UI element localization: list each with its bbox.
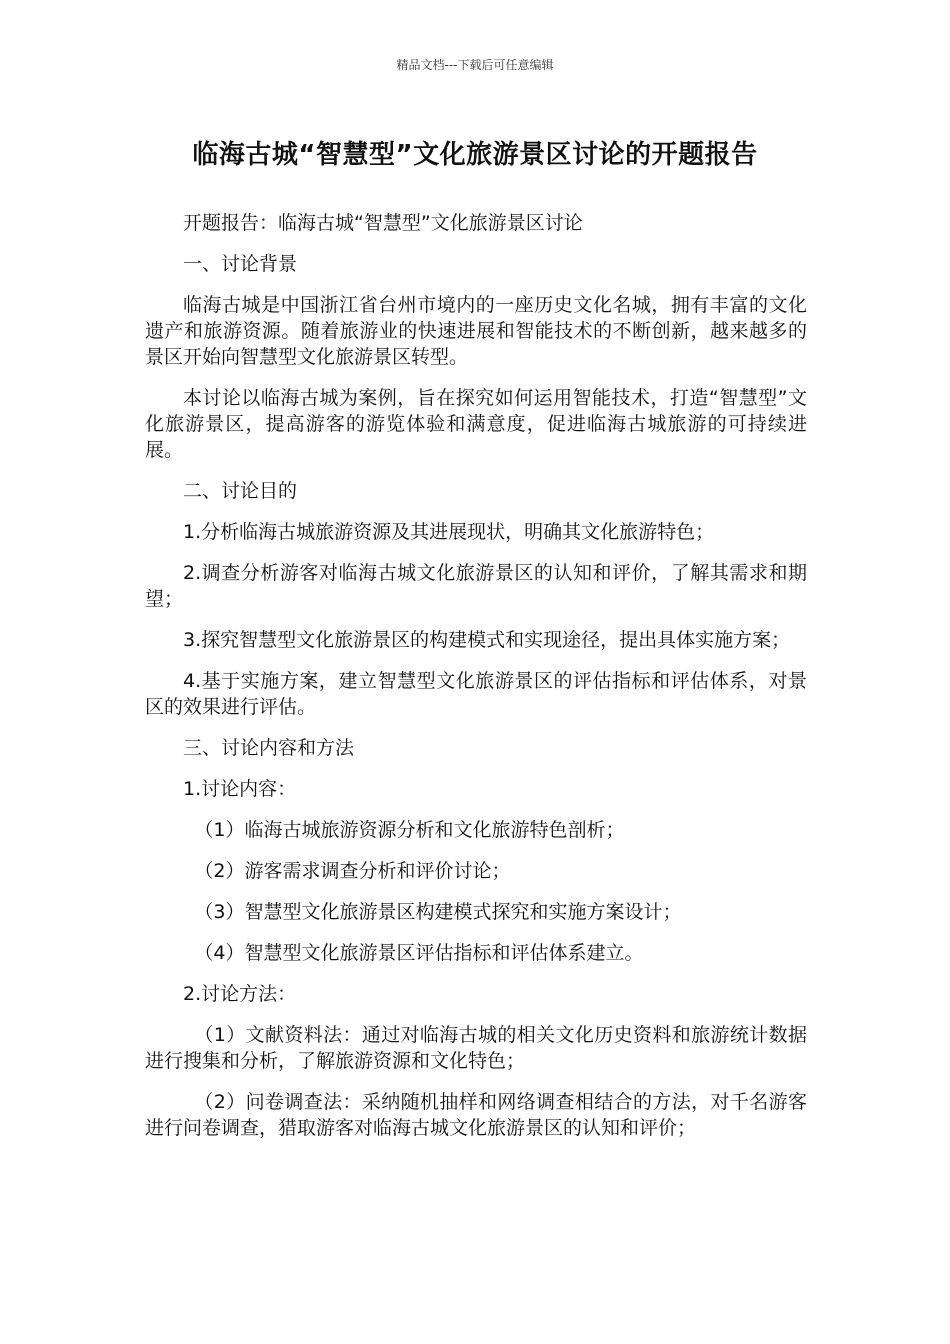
document-body [145,210,807,1156]
content-item-2: （2）游客需求调查分析和评价讨论； [194,860,511,882]
background-paragraph-1: 临海古城是中国浙江省台州市境内的一座历史文化名城，拥有丰富的文化遗产和旅游资源。随着旅游业的快速进展和智能技术的不断创新，越来越多的景区开始向智慧型文化旅游景区转型。 [145,294,807,368]
document-title: 临海古城“智慧型”文化旅游景区讨论的开题报告 [192,140,758,170]
content-heading: 1.讨论内容： [183,778,297,800]
section-heading-background: 一、讨论背景 [183,253,298,275]
purpose-item-4: 4.基于实施方案，建立智慧型文化旅游景区的评估指标和评估体系，对景区的效果进行评估。 [145,670,807,718]
purpose-item-2: 2.调查分析游客对临海古城文化旅游景区的认知和评价，了解其需求和期望； [145,562,807,610]
subtitle-line: 开题报告：临海古城“智慧型”文化旅游景区讨论 [183,212,583,234]
purpose-item-3: 3.探究智慧型文化旅游景区的构建模式和实现途径，提出具体实施方案； [183,629,791,651]
purpose-item-1: 1.分析临海古城旅游资源及其进展现状，明确其文化旅游特色； [183,521,715,543]
content-item-1: （1）临海古城旅游资源分析和文化旅游特色剖析； [194,819,625,841]
method-item-2: （2）问卷调查法：采纳随机抽样和网络调查相结合的方法，对千名游客进行问卷调查，猎取游客对临海古城文化旅游景区的认知和评价； [145,1091,807,1139]
background-paragraph-2: 本讨论以临海古城为案例，旨在探究如何运用智能技术，打造“智慧型”文化旅游景区，提高游客的游览体验和满意度，促进临海古城旅游的可持续进展。 [145,387,807,461]
content-item-3: （3）智慧型文化旅游景区构建模式探究和实施方案设计； [194,901,682,923]
methods-heading: 2.讨论方法： [183,983,297,1005]
section-heading-purpose: 二、讨论目的 [183,480,298,502]
header-note: 精品文档---下载后可任意编辑 [396,58,554,72]
method-item-1: （1）文献资料法：通过对临海古城的相关文化历史资料和旅游统计数据进行搜集和分析，了解旅游资源和文化特色； [145,1024,807,1072]
section-heading-content-methods: 三、讨论内容和方法 [183,737,355,759]
content-item-4: （4）智慧型文化旅游景区评估指标和评估体系建立。 [194,942,644,964]
